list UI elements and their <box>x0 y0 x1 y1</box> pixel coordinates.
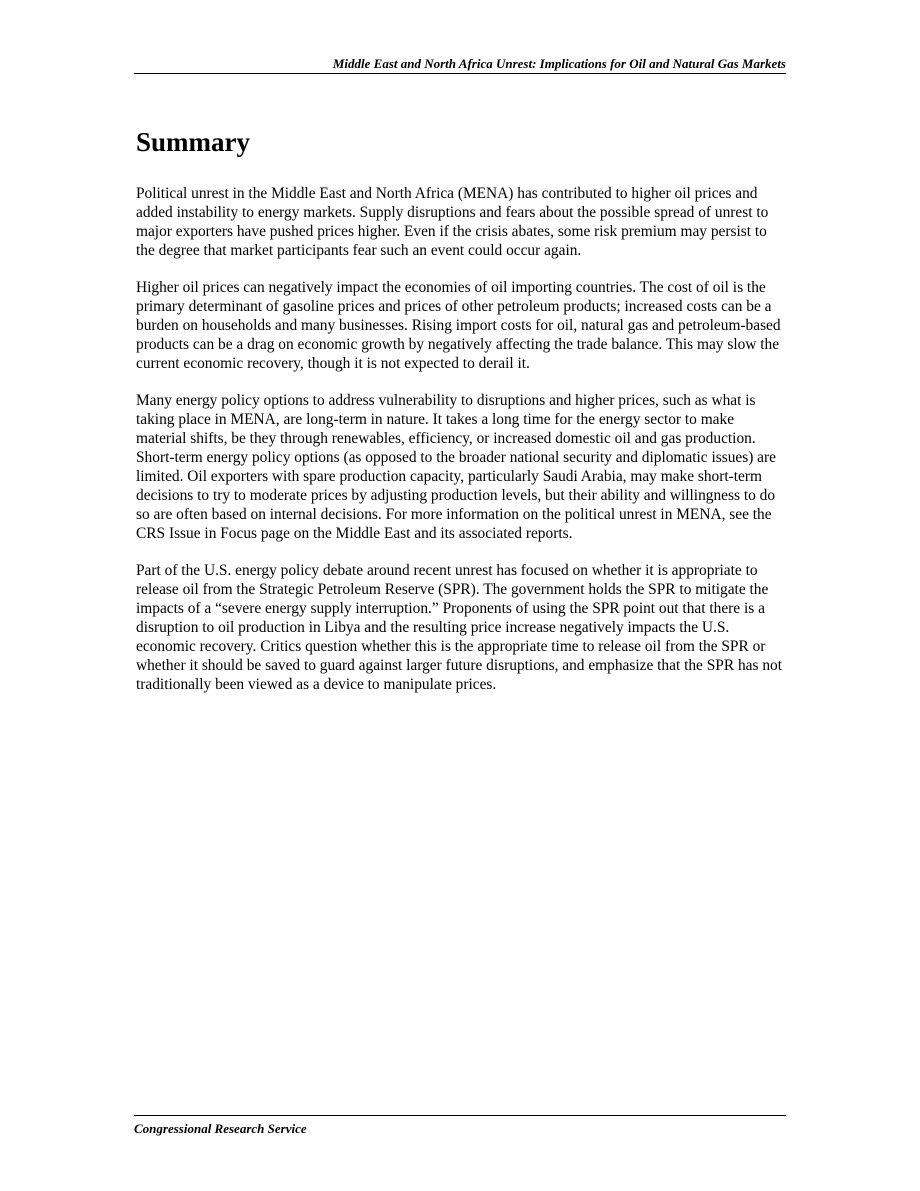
page-title: Summary <box>136 127 250 157</box>
summary-paragraph-1: Political unrest in the Middle East and North Africa (MENA) has contributed to higher oil prices and added instability to energy markets. Supply disruptions and fears about the possible spread of unrest to major exporters have pushed prices higher. Even if the crisis abates, some risk premium may persist to the degree that market participants fear such an event could occur again. <box>136 185 769 259</box>
running-header <box>134 56 786 74</box>
running-header-title: Middle East and North Africa Unrest: Implications for Oil and Natural Gas Markets <box>332 56 786 71</box>
summary-paragraph-4: Part of the U.S. energy policy debate around recent unrest has focused on whether it is appropriate to release oil from the Strategic Petroleum Reserve (SPR). The government holds the SPR to mitigate the impacts of a “severe energy supply interruption.” Proponents of using the SPR point out that there is a disruption to oil production in Libya and the resulting price increase negatively impacts the U.S. economic recovery. Critics question whether this is the appropriate time to release oil from the SPR or whether it should be saved to guard against larger future disruptions, and emphasize that the SPR has not traditionally been viewed as a device to manipulate prices. <box>136 562 782 693</box>
summary-paragraph-2: Higher oil prices can negatively impact the economies of oil importing countries. The cost of oil is the primary determinant of gasoline prices and prices of other petroleum products; increased costs can be a burden on households and many businesses. Rising import costs for oil, natural gas and petroleum-based products can be a drag on economic growth by negatively affecting the trade balance. This may slow the current economic recovery, though it is not expected to derail it. <box>136 279 781 372</box>
running-footer <box>134 1115 786 1137</box>
footer-organization: Congressional Research Service <box>134 1121 307 1136</box>
summary-paragraph-3: Many energy policy options to address vulnerability to disruptions and higher prices, such as what is taking place in MENA, are long-term in nature. It takes a long time for the energy sector to make material shifts, be they through renewables, efficiency, or increased domestic oil and gas production. Short-term energy policy options (as opposed to the broader national security and diplomatic issues) are limited. Oil exporters with spare production capacity, particularly Saudi Arabia, may make short-term decisions to try to moderate prices by adjusting production levels, but their ability and willingness to do so are often based on internal decisions. For more information on the political unrest in MENA, see the CRS Issue in Focus page on the Middle East and its associated reports. <box>136 392 776 542</box>
page-content <box>136 122 788 712</box>
